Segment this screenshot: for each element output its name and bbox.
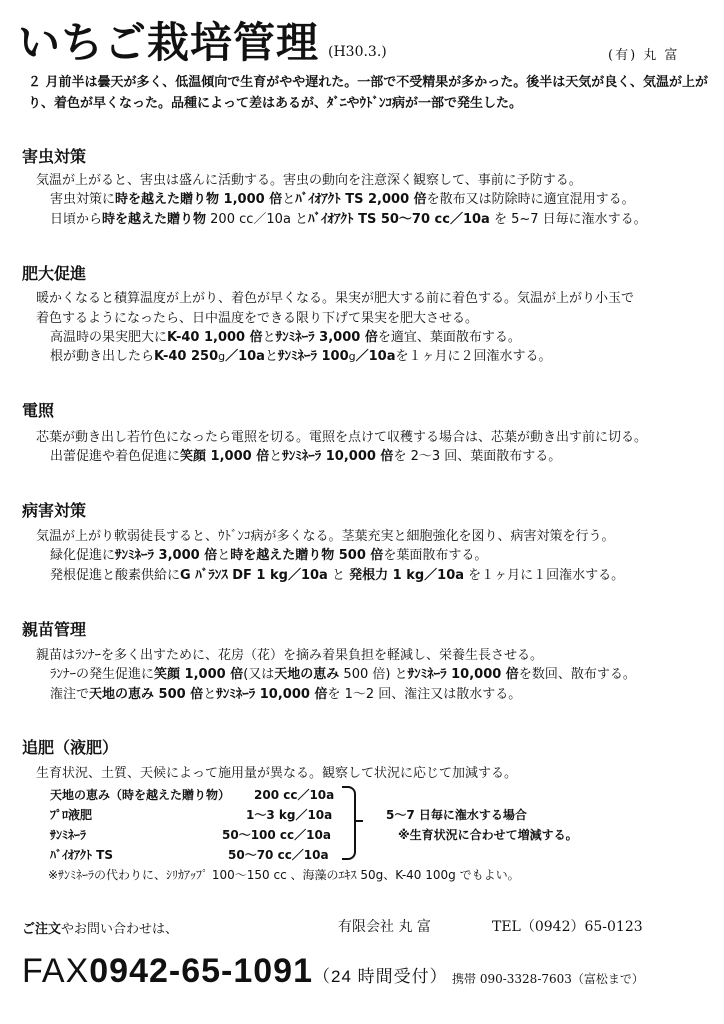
- fax-label: FAX: [22, 952, 90, 990]
- text: と: [327, 568, 350, 583]
- text: を数回、散布する。: [518, 667, 636, 682]
- table-row-amount: 200 cc／10a: [254, 788, 335, 802]
- text: やお問い合わせは、: [61, 922, 179, 937]
- intro-paragraph: ２ 月前半は曇天が多く、低温傾向で生育がやや遅れた。一部で不受精果が多かった。後半は天気が良く、気温が上がり、着色が早くなった。品種によって差はあるが、ﾀﾞﾆやｳﾄﾞﾝｺ病が一部で発生した。: [28, 75, 709, 111]
- text: 緑化促進に: [50, 548, 116, 563]
- seedling-line-1: 親苗はﾗﾝﾅｰを多く出すために、花房（花）を摘み着果負担を軽減し、栄養生長させる。: [36, 648, 544, 663]
- text: 害虫対策に: [50, 192, 116, 207]
- text: 根が動き出したら: [50, 349, 155, 364]
- product-highlight: ｻﾝﾐﾈｰﾗ 10,000 倍: [282, 449, 394, 464]
- product-highlight: 笑顔 1,000 倍: [180, 449, 270, 464]
- product-highlight: ﾊﾞｲｵｱｸﾄ TS 2,000 倍: [295, 192, 427, 207]
- pest-line-2: [50, 191, 635, 209]
- product-highlight: ／10a: [355, 349, 396, 364]
- text: を 1～2 回、潅注又は散水する。: [327, 687, 522, 702]
- text: 200 cc／10a と: [206, 212, 309, 227]
- product-highlight: 時を越えた贈り物 1,000 倍: [115, 192, 283, 207]
- section-heading-seedling: 親苗管理: [22, 620, 87, 639]
- product-highlight: 発根力 1 kg／10a: [349, 568, 465, 583]
- growth-line-3: [50, 329, 521, 347]
- text: を１ヶ月に２回潅水する。: [395, 349, 552, 364]
- product-highlight: ｻﾝﾐﾈｰﾗ 3,000 倍: [115, 548, 218, 563]
- fax-number: 0942-65-1091: [89, 952, 313, 990]
- text: 日頃から: [50, 212, 103, 227]
- lighting-line-1: 芯葉が動き出し若竹色になったら電照を切る。電照を点けて収穫する場合は、芯葉が動き出す前に切る。: [36, 430, 648, 445]
- text: ﾗﾝﾅｰの発生促進に: [50, 667, 155, 682]
- product-highlight: K-40 1,000 倍: [167, 330, 263, 345]
- watering-note: 5～7 日毎に潅水する場合: [386, 808, 527, 822]
- issue-date: (H30.3.): [328, 44, 387, 60]
- fax-hours: （24 時間受付）: [313, 967, 448, 986]
- unit: g: [348, 350, 356, 363]
- product-highlight: 天地の恵み: [274, 667, 340, 682]
- text: (又は: [243, 667, 275, 682]
- text: を適宜、葉面散布する。: [377, 330, 521, 345]
- table-row-name: ｻﾝﾐﾈｰﾗ: [50, 828, 87, 842]
- bracket-tip: [355, 820, 363, 822]
- text: 発根促進と酸素供給に: [50, 568, 181, 583]
- company-name-top: (有) 丸 富: [608, 48, 680, 63]
- product-highlight: ｻﾝﾐﾈｰﾗ 3,000 倍: [275, 330, 378, 345]
- product-highlight: 天地の恵み 500 倍: [89, 687, 204, 702]
- product-highlight: ﾊﾞｲｵｱｸﾄ TS 50～70 cc／10a: [308, 212, 490, 227]
- text: 潅注で: [50, 687, 90, 702]
- text: 出蕾促進や着色促進に: [50, 449, 181, 464]
- text: と: [264, 349, 278, 364]
- text: を 2～3 回、葉面散布する。: [393, 449, 562, 464]
- product-highlight: 時を越えた贈り物: [102, 212, 207, 227]
- tel-number: TEL（0942）65-0123: [492, 919, 643, 935]
- seedling-line-2: [50, 666, 636, 684]
- product-highlight: ｻﾝﾐﾈｰﾗ 10,000 倍: [407, 667, 519, 682]
- text: と: [282, 192, 296, 207]
- disease-line-2: [50, 547, 487, 565]
- lighting-line-2: [50, 448, 561, 466]
- pest-line-1: 気温が上がると、害虫は盛んに活動する。害虫の動向を注意深く観察して、事前に予防する。: [36, 173, 582, 188]
- text: ご注文: [22, 922, 62, 937]
- topdress-footnote: ※ｻﾝﾐﾈｰﾗの代わりに、ｼﾘｶｱｯﾌﾟ 100～150 cc 、海藻のｴｷｽ 50g、K-40 100g でもよい。: [48, 868, 520, 882]
- disease-line-3: [50, 567, 624, 585]
- growth-line-4: [50, 348, 552, 366]
- pest-line-3: [50, 211, 647, 229]
- mobile-number: 携帯 090-3328-7603（富松まで）: [452, 972, 644, 986]
- page-title: いちご栽培管理: [18, 18, 320, 67]
- growth-line-1: 暖かくなると積算温度が上がり、着色が早くなる。果実が肥大する前に着色する。気温が上がり小玉で: [36, 291, 635, 306]
- text: を１ヶ月に１回潅水する。: [464, 568, 625, 583]
- text: 500 倍) と: [339, 667, 408, 682]
- section-heading-topdress: 追肥（液肥）: [22, 738, 119, 757]
- bracket-brace: [342, 786, 356, 860]
- table-row-amount: 50～100 cc／10a: [222, 828, 331, 842]
- table-row-name: ﾌﾟﾛ液肥: [50, 808, 93, 822]
- text: を葉面散布する。: [383, 548, 488, 563]
- growth-line-2: 着色するようになったら、日中温度をできる限り下げて果実を肥大させる。: [36, 311, 479, 326]
- text: を散布又は防除時に適宜混用する。: [426, 192, 635, 207]
- table-row-name: 天地の恵み（時を越えた贈り物）: [50, 788, 231, 802]
- text: を 5~7 日毎に潅水する。: [489, 212, 647, 227]
- seedling-line-3: [50, 686, 521, 704]
- text: と: [217, 548, 231, 563]
- product-highlight: 時を越えた贈り物 500 倍: [230, 548, 384, 563]
- disease-line-1: 気温が上がり軟弱徒長すると、ｳﾄﾞﾝｺ病が多くなる。茎葉充実と細胞強化を図り、病害対策を行う。: [36, 529, 615, 544]
- adjust-note: ※生育状況に合わせて増減する。: [398, 828, 578, 842]
- product-highlight: ｻﾝﾐﾈｰﾗ 10,000 倍: [216, 687, 328, 702]
- section-heading-disease: 病害対策: [22, 501, 87, 520]
- section-heading-pest: 害虫対策: [22, 147, 87, 166]
- topdress-line-1: 生育状況、土質、天候によって施用量が異なる。観察して状況に応じて加減する。: [36, 766, 518, 781]
- product-highlight: ／10a: [225, 349, 265, 364]
- table-row-amount: 1～3 kg／10a: [246, 808, 333, 822]
- fax-line: [22, 952, 448, 991]
- unit: g: [218, 350, 226, 363]
- section-heading-lighting: 電照: [22, 401, 55, 420]
- product-highlight: 笑顔 1,000 倍: [154, 667, 244, 682]
- company-name: 有限会社 丸 富: [338, 919, 431, 935]
- product-highlight: K-40 250: [154, 349, 219, 364]
- product-highlight: ｻﾝﾐﾈｰﾗ 100: [277, 349, 349, 364]
- text: と: [269, 449, 283, 464]
- text: と: [203, 687, 217, 702]
- text: と: [262, 330, 276, 345]
- text: 高温時の果実肥大に: [50, 330, 168, 345]
- table-row-name: ﾊﾞｲｵｱｸﾄ TS: [50, 848, 114, 862]
- table-row-amount: 50～70 cc／10a: [228, 848, 329, 862]
- section-heading-growth: 肥大促進: [22, 264, 87, 283]
- order-inquiry: [22, 918, 178, 937]
- product-highlight: G ﾊﾞﾗﾝｽ DF 1 kg／10a: [180, 568, 328, 583]
